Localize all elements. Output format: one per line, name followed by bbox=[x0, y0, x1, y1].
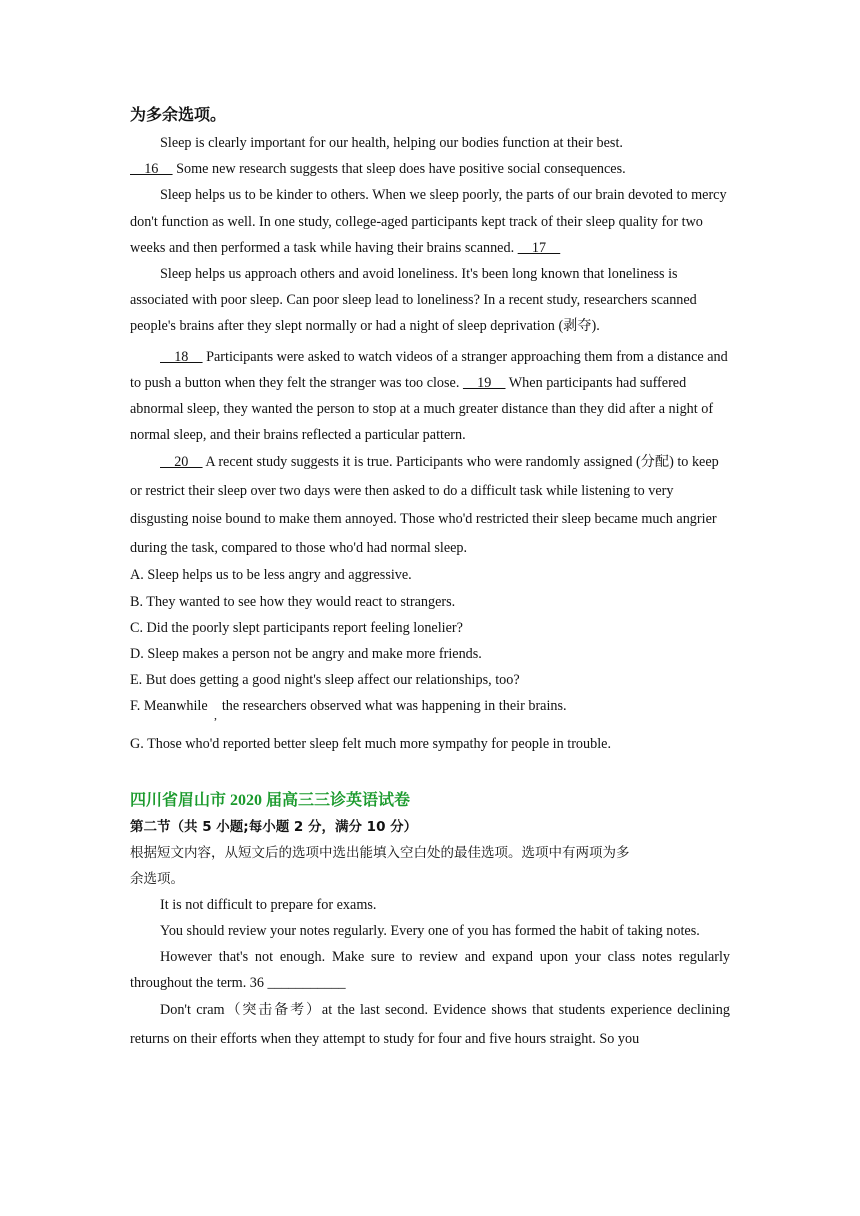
option-g: G. Those who'd reported better sleep felt much more sympathy for people in trouble. bbox=[130, 736, 611, 753]
option-f-label: F. Meanwhile bbox=[130, 698, 208, 715]
para3-text: Sleep helps us approach others and avoid loneliness. It's been long known that loneliness is associated with poor sleep. Can poor sleep lead to loneliness? In a recent study, researchers scanned people's brains after they slept normally or had a night of sleep deprivation (剥夺). bbox=[130, 266, 697, 335]
para1-text: Sleep is clearly important for our health, helping our bodies function at their best. bbox=[160, 135, 623, 151]
blank-19: 19 bbox=[462, 374, 506, 391]
option-e: E. But does getting a good night's sleep affect our relationships, too? bbox=[130, 672, 520, 689]
passage1-para2 bbox=[130, 182, 730, 261]
section2-title: 四川省眉山市 2020 届高三三诊英语试卷 bbox=[130, 791, 411, 809]
option-b: B. They wanted to see how they would react to strangers. bbox=[130, 593, 456, 610]
heading-cn: 为多余选项。 bbox=[130, 105, 227, 124]
option-f-rest: the researchers observed what was happening in their brains. bbox=[221, 698, 567, 715]
para4b-text: When participants had suffered abnormal sleep, they wanted the person to stop at a much greater distance than they did after a night of normal sleep, and their brains reflected a particular pattern. bbox=[130, 374, 714, 444]
option-d: D. Sleep makes a person not be angry and make more friends. bbox=[130, 646, 482, 663]
instruction-line1: 根据短文内容，从短文后的选项中选出能填入空白处的最佳选项。选项中有两项为多 bbox=[130, 844, 630, 861]
blank-20: 20 bbox=[160, 454, 203, 471]
document-page bbox=[130, 100, 730, 1053]
para1b-text: Some new research suggests that sleep does have positive social consequences. bbox=[172, 161, 626, 178]
instruction-line2: 余选项。 bbox=[130, 870, 184, 887]
para4a-text: Participants were asked to watch videos of a stranger approaching them from a distance and to push a button when they felt the stranger was too close. bbox=[130, 348, 728, 391]
option-f bbox=[130, 693, 730, 723]
section2-subtitle: 第二节（共 5 小题;每小题 2 分，满分 10 分） bbox=[130, 818, 418, 835]
passage1-para5 bbox=[130, 448, 730, 562]
passage1-para1b bbox=[130, 156, 730, 182]
option-c: C. Did the poorly slept participants report feeling lonelier? bbox=[130, 619, 463, 636]
passage1-para3 bbox=[130, 261, 730, 340]
blank-17: 17 bbox=[517, 239, 561, 256]
para2-text: Sleep helps us to be kinder to others. When we sleep poorly, the parts of our brain devoted to mercy don't function as well. In one study, college-aged participants kept track of their sleep quality for two weeks and then performed a task while having their brains scanned. bbox=[130, 187, 727, 256]
passage2-para4: Don't cram（突击备考）at the last second. Evidence shows that students experience declining returns on their efforts when they attempt to study for four and five hours straight. So you bbox=[130, 1002, 730, 1047]
options-list bbox=[130, 562, 730, 757]
para5-text: A recent study suggests it is true. Participants who were randomly assigned (分配) to keep or restrict their sleep over two days were then asked to do a difficult task while listening to very disgusting noise bound to make them annoyed. Those who'd restricted their sleep became much angrier during the task, compared to those who'd had normal sleep. bbox=[130, 454, 719, 556]
option-a: A. Sleep helps us to be less angry and aggressive. bbox=[130, 567, 412, 584]
option-f-mark: , bbox=[214, 708, 217, 723]
blank-16: 16 bbox=[130, 161, 173, 178]
passage1-para4 bbox=[130, 344, 730, 449]
blank-18: 18 bbox=[160, 348, 203, 365]
passage1-para1 bbox=[130, 130, 730, 156]
passage2-para1: It is not difficult to prepare for exams. bbox=[160, 896, 377, 913]
passage2-para2: You should review your notes regularly. Every one of you has formed the habit of taking notes. bbox=[160, 922, 700, 939]
passage2-para3: However that's not enough. Make sure to review and expand upon your class notes regularly throughout the term. 36 ___________ bbox=[130, 949, 730, 992]
